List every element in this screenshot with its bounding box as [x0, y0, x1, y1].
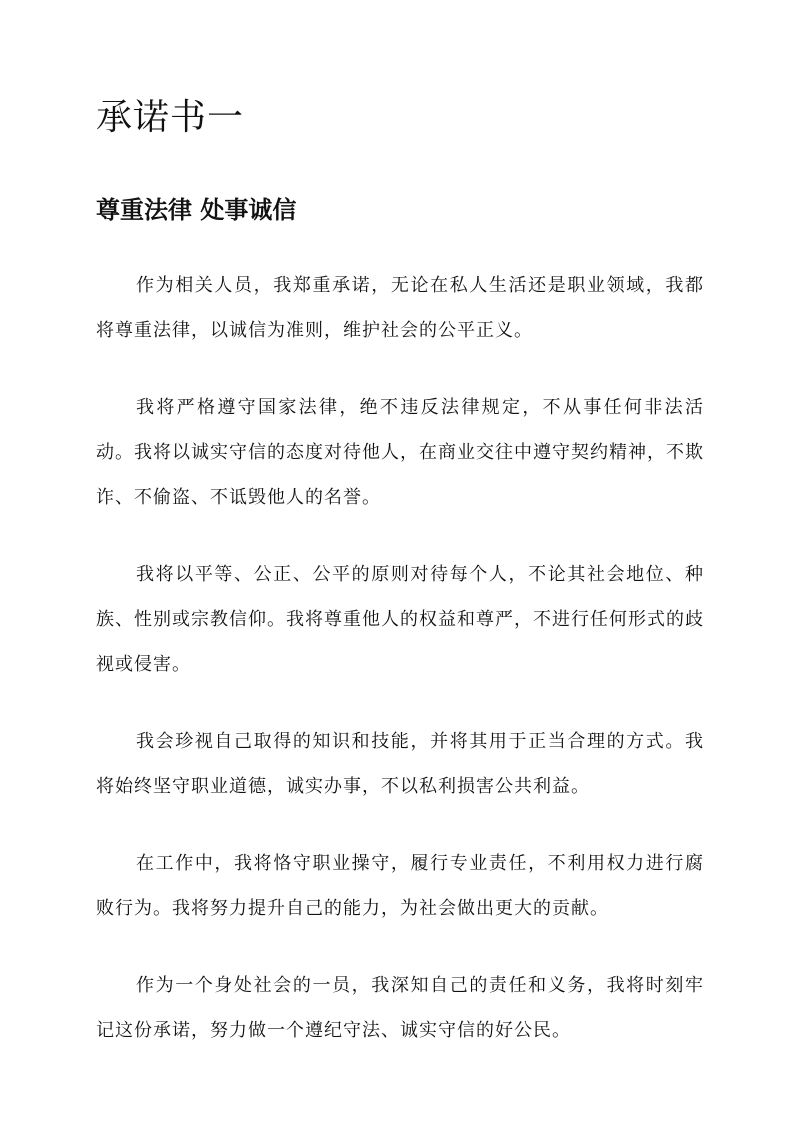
document-body: [96, 263, 704, 1085]
paragraph-1: 作为相关人员，我郑重承诺，无论在私人生活还是职业领域，我都将尊重法律，以诚信为准则，维护社会的公平正义。: [96, 275, 704, 341]
document-title: 承诺书一: [96, 97, 245, 138]
paragraph-4: 我会珍视自己取得的知识和技能，并将其用于正当合理的方式。我将始终坚守职业道德，诚实办事，不以私利损害公共利益。: [96, 731, 704, 797]
paragraph-6: 作为一个身处社会的一员，我深知自己的责任和义务，我将时刻牢记这份承诺，努力做一个遵纪守法、诚实守信的好公民。: [96, 975, 704, 1041]
document-subtitle: 尊重法律 处事诚信: [96, 195, 297, 224]
paragraph-5: 在工作中，我将恪守职业操守，履行专业责任，不利用权力进行腐败行为。我将努力提升自己的能力，为社会做出更大的贡献。: [96, 853, 704, 919]
paragraph-2: 我将严格遵守国家法律，绝不违反法律规定，不从事任何非法活动。我将以诚实守信的态度对待他人，在商业交往中遵守契约精神，不欺诈、不偷盗、不诋毁他人的名誉。: [96, 397, 704, 508]
paragraph-3: 我将以平等、公正、公平的原则对待每个人，不论其社会地位、种族、性别或宗教信仰。我将尊重他人的权益和尊严，不进行任何形式的歧视或侵害。: [96, 564, 704, 675]
